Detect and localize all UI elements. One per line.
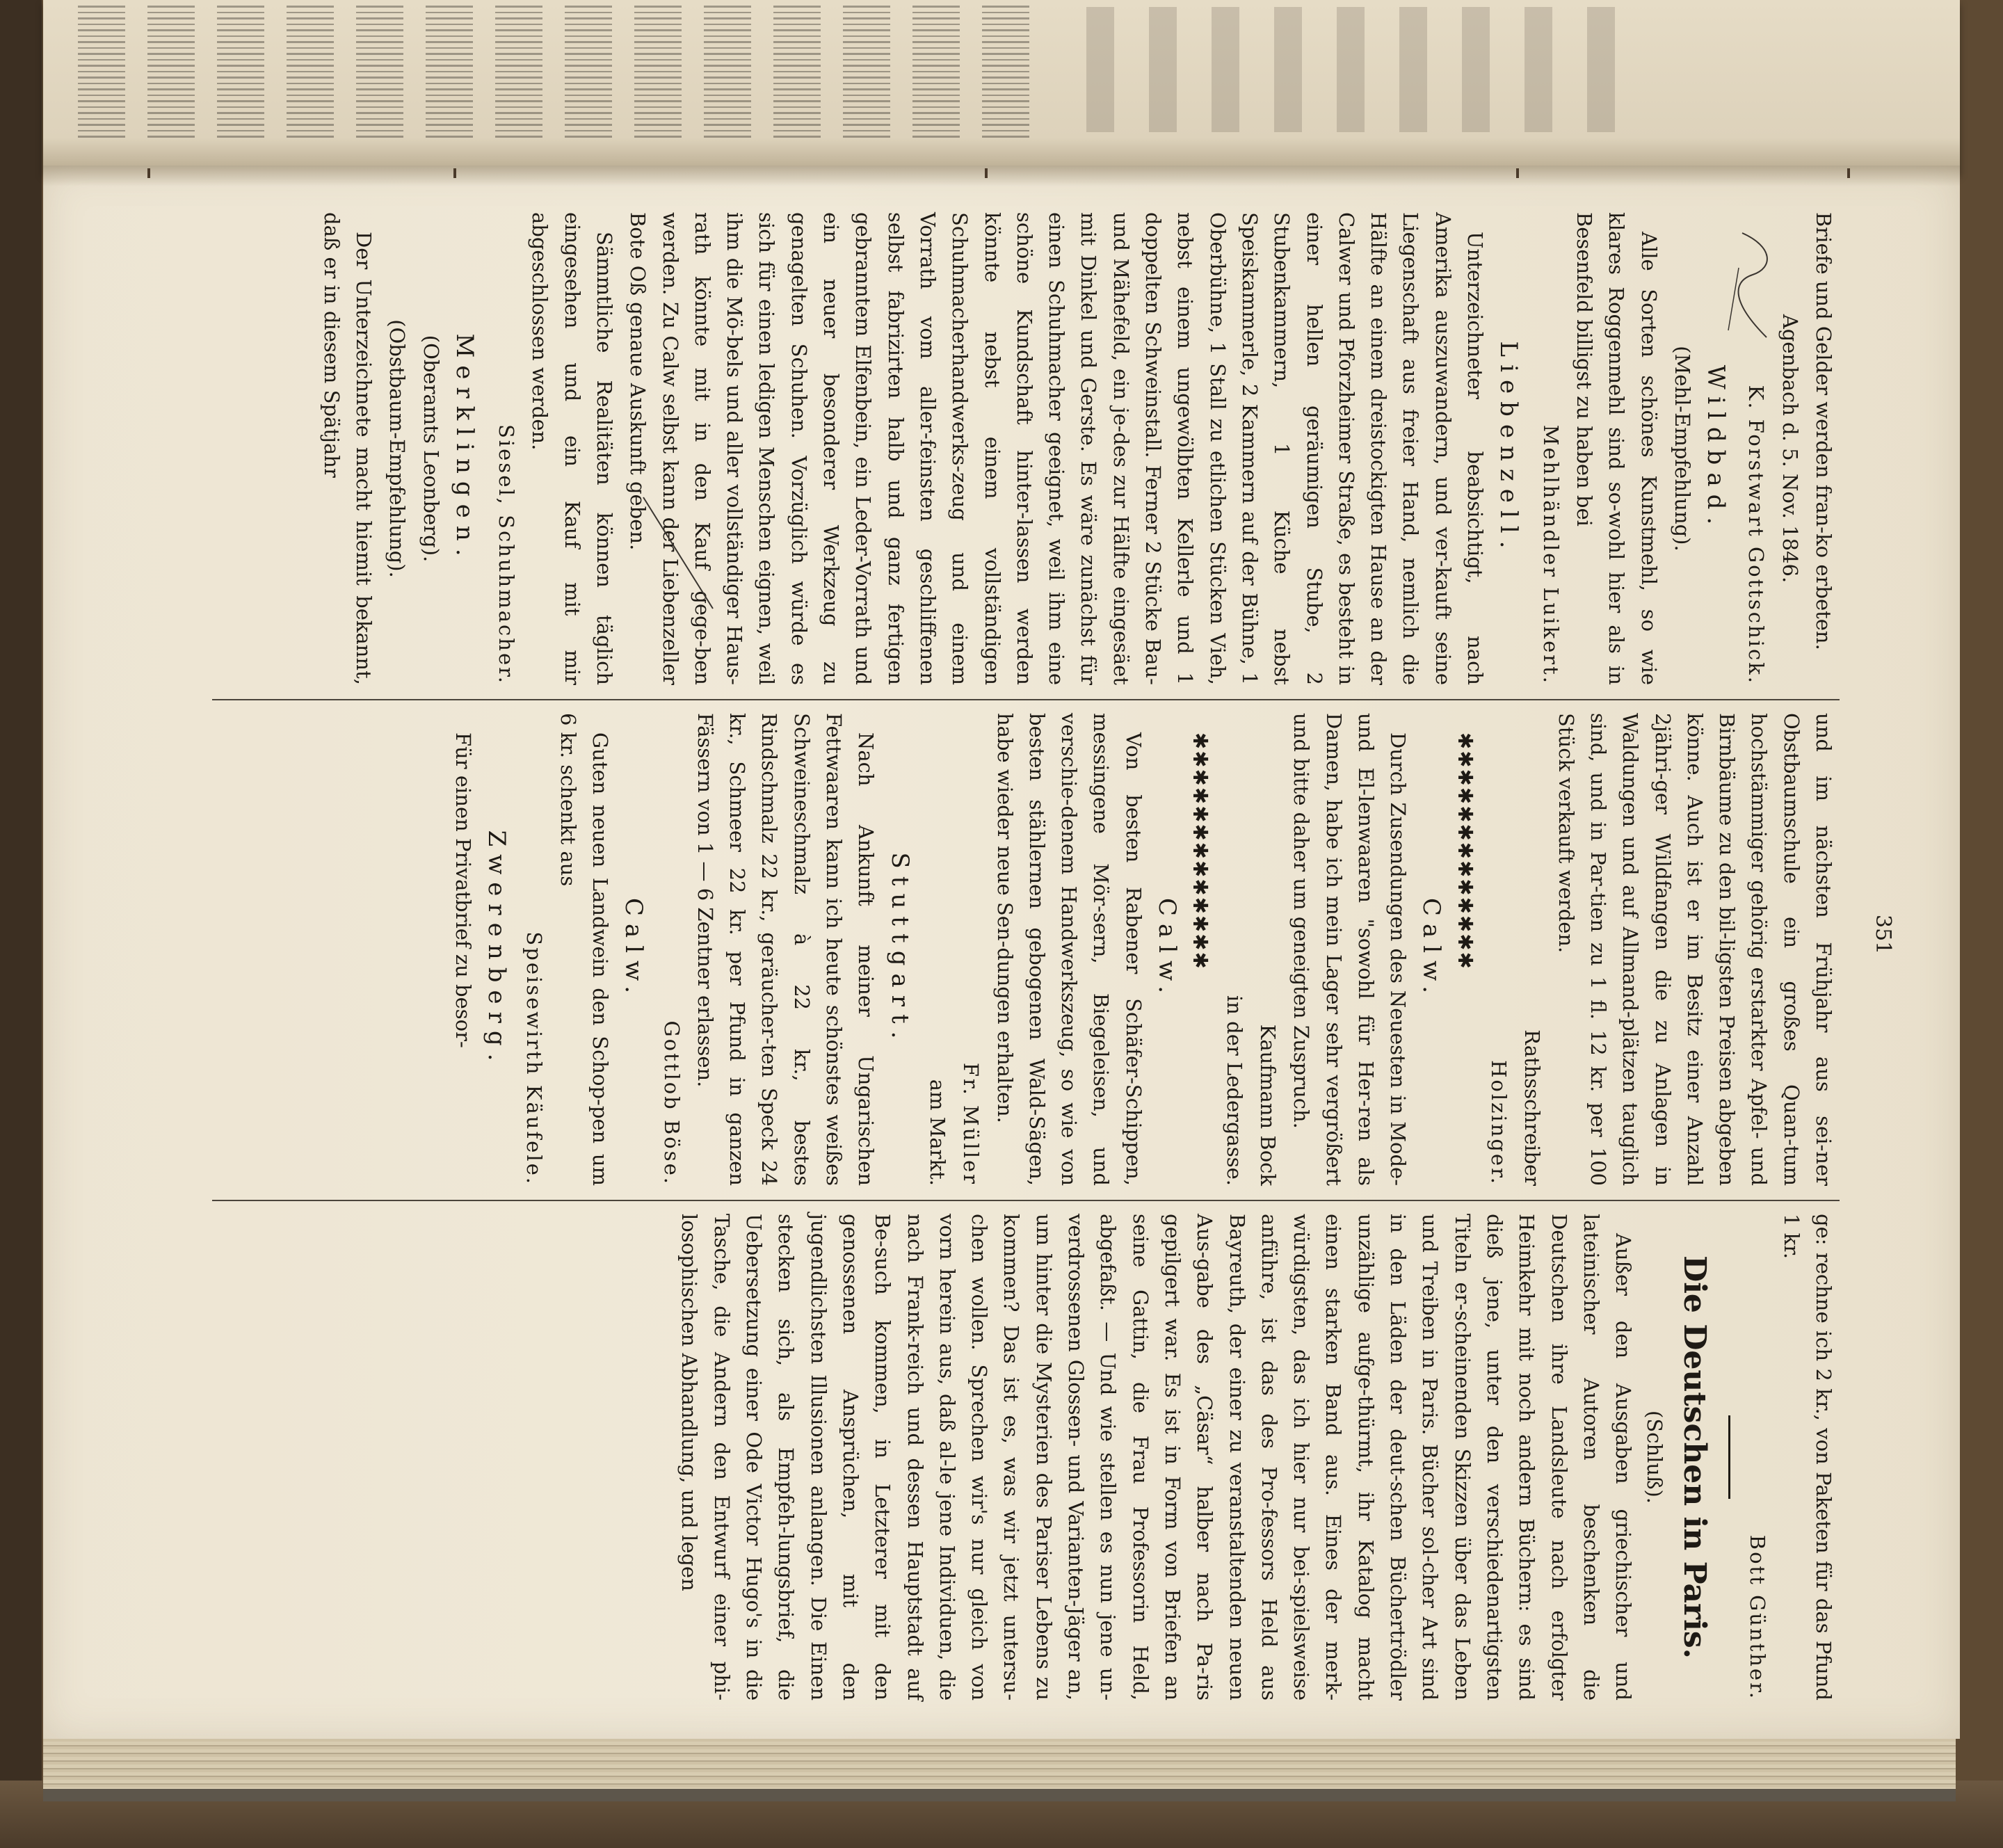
- faded-facing-text: [1086, 7, 1615, 132]
- ad-place: Liebenzell.: [1495, 341, 1523, 556]
- sig-title: Rathsschreiber: [1520, 1029, 1545, 1186]
- article-title: Die Deutschen in Paris.: [1677, 1255, 1713, 1659]
- signature: Holzinger.: [1487, 1060, 1511, 1186]
- section-rule: [1728, 1415, 1730, 1499]
- ad-text: Nach Ankunft meiner Ungarischen Fettwaaren kann ich heute schönstes weißes Schweineschmalz à 22 kr., bestes Rindschmalz 22 kr., geräucher-ten Speck 24 kr., Schmeer 22 kr. per Pfund in ganzen Fässern von 1 — 6 Zentner erlassen.: [693, 713, 878, 1186]
- pencil-stroke: [636, 490, 720, 616]
- ad-signature: Siesel, Schuhmacher.: [494, 424, 519, 685]
- article-subtitle: (Schluß).: [1643, 1411, 1667, 1504]
- ad-text: Unterzeichneter beabsichtigt, nach Amerika auszuwandern, und ver-kauft seine Liegenschaft aus freier Hand, nemlich die Hälfte an einem dreistockigten Hause an der Calwer und Pforzheimer Straße, es besteht in einer hellen geräumigen Stube, 2 Stubenkammern, 1 Küche nebst Speiskammerle, 2 Kammern auf der Bühne, 1 Oberbühne, 1 Stall zu etlichen Stücken Vieh, nebst einem ungewölbten Kellerle und 1 doppelten Schweinstall. Ferner 2 Stücke Bau- und Mähefeld, ein je-des zur Hälfte eingesäet mit Dinkel und Gerste. Es wäre zunächst für einen Schuhmacher geeignet, weil ihm eine schöne Kundschaft hinter-lassen werden könnte nebst einem vollständigen Schuhmacherhandwerks-zeug und einem Vorrath vom aller-feinsten geschliffenen selbst fabrizirten halb und ganz fertigen gebranntem Elfenbein, ein Leder-Vorrath und ein neuer besonderer Werkzeug zu genagelten Schuhen. Vorzüglich würde es sich für einen ledigen Menschen eignen, weil ihm die Mö-bels und aller vollständiger Haus-rath könnte mit in den Kauf gege-ben werden. Zu Calw selbst kann der Liebenzeller Bote Oß genaue Auskunft geben.: [626, 212, 1488, 685]
- ad-note: (Mehl-Empfehlung).: [1670, 346, 1694, 552]
- binding-stitch: [453, 168, 456, 178]
- ad-note: (Obstbaum-Empfehlung).: [385, 319, 410, 578]
- page-fold-shadow: [43, 166, 1960, 186]
- ad-place: Zwerenberg.: [483, 830, 511, 1069]
- ad-text: Guten neuen Landwein den Schop-pen um 6 kr. schenkt aus: [556, 713, 613, 1186]
- ad-place: Calw.: [620, 897, 648, 1002]
- binding-stitch: [985, 168, 988, 178]
- ad-signature: Speisewirth Käufele.: [522, 931, 547, 1186]
- column-divider: [212, 699, 1840, 700]
- lead-text: Briefe und Gelder werden fran-ko erbeten.: [1812, 212, 1835, 650]
- binding-stitch: [1847, 168, 1850, 178]
- facing-page-top: [43, 0, 1960, 172]
- ad-text: Sämmtliche Realitäten können täglich eingesehen und ein Kauf mit mir abgeschlossen werden.: [528, 212, 617, 685]
- ad-place: Stuttgart.: [885, 852, 914, 1047]
- ad-place: Merklingen.: [450, 333, 478, 564]
- signature: Bott Günther.: [1746, 1534, 1770, 1701]
- star-separator: ✱✱✱✱✱✱✱✱✱✱✱✱✱: [1453, 732, 1477, 970]
- ad-signature: am Markt.: [925, 1079, 949, 1186]
- date-line: Agenbach d. 5. Nov. 1846.: [1778, 314, 1802, 584]
- column-1: [314, 212, 1840, 685]
- ad-text: Der Unterzeichnete macht hiemit bekannt, daß er in diesem Spätjahr: [319, 212, 376, 685]
- ad-place: Calw.: [1153, 897, 1182, 1002]
- signature: K. Forstwart Gottschick.: [1744, 385, 1769, 685]
- ad-text: Alle Sorten schönes Kunstmehl, so wie klares Roggenmehl sind so-wohl hier als in Besenfeld billigst zu haben bei: [1572, 212, 1661, 685]
- ad-signature: Gottlob Böse.: [659, 1020, 684, 1186]
- binding-stitch: [147, 168, 150, 178]
- star-separator: ✱✱✱✱✱✱✱✱✱✱✱✱✱: [1189, 732, 1213, 970]
- ad-place: Wildbad.: [1702, 364, 1730, 533]
- ad-signature: Kaufmann Bock: [1255, 1024, 1280, 1186]
- ad-signature: in der Ledergasse.: [1222, 995, 1246, 1186]
- ad-text: Von besten Rabener Schäfer-Schippen, messingene Mör-sern, Biegeleisen, und verschie-denem Handwerkszeug, so wie von besten stählernen gebogenen Wald-Sägen, habe wieder neue Sen-dungen erhalten.: [992, 713, 1145, 1186]
- binding-stitch: [1516, 168, 1519, 178]
- ad-signature: Mehlhändler Luikert.: [1538, 424, 1563, 685]
- ad-note: (Oberamts Leonberg).: [419, 335, 443, 563]
- dark-background-left: [0, 0, 42, 1848]
- article-body: Außer den Ausgaben griechischer und lateinischer Autoren beschenken die Deutschen ihre Landsleute nach erfolgter Heimkehr mit noch andern Büchern: es sind dieß jene, unter den verschiedenartigsten Titeln er-scheinenden Skizzen über das Leben und Treiben in Paris. Bücher sol-cher Art sind in den Läden der deut-schen Büchertrödler unzählige aufge-thürmt, ihr Katalog macht einen starken Band aus. Eines der merk-würdigsten, das ich hier nur bei-spielsweise anführe, ist das des Pro-fessors Held aus Bayreuth, der einer zu veranstaltenden neuen Aus-gabe des „Cäsar“ halber nach Pa-ris gepilgert war. Es ist in Form von Briefen an seine Gattin, die Frau Professorin Held, abgefaßt. — Und wie stellen es nun jene un-verdrossenen Glossen- und Varianten-Jäger an, um hinter die Mysterien des Pariser Lebens zu kommen? Das ist es, was wir jetzt untersu-chen wollen. Sprechen wir's nur gleich von vorn herein aus, daß al-le jene Individuen, die nach Frank-reich und dessen Hauptstadt auf Be-such kommen, in Letzterer mit den genossenen Ansprüchen, mit den jugendlichsten Illusionen anlangen. Die Einen stecken sich, als Empfeh-lungsbrief, die Uebersetzung einer Ode Victor Hugo's in die Tasche, die Andern den Entwurf einer phi-losophischen Abhandlung, und legen: [677, 1214, 1636, 1701]
- column-2: [446, 713, 1840, 1186]
- facing-page-text: [71, 6, 1086, 141]
- text-top: ge: rechne ich 2 kr., von Paketen für das Pfund 1 kr.: [1779, 1214, 1835, 1701]
- ad-place: Calw.: [1417, 897, 1446, 1002]
- column-divider: [212, 1200, 1840, 1201]
- ad-text: Durch Zusendungen des Neuesten in Mode- und El-lenwaaren "sowohl für Her-ren als Damen, habe ich mein Lager sehr vergrößert und bitte daher um geneigten Zuspruch.: [1289, 713, 1410, 1186]
- pencil-annotation: [1718, 226, 1780, 344]
- printed-page-content: [163, 212, 1902, 1777]
- ad-text: Für einen Privatbrief zu besor-: [451, 732, 475, 1048]
- text-top: und im nächsten Frühjahr aus sei-ner Obstbaumschule ein großes Quan-tum hochstämmiger gehörig erstarkter Apfel- und Birnbäume zu den bil-ligsten Preisen abgeben könne. Auch ist er im Besitz einer Anzahl 2jähri-ger Wildfangen die zu Anlagen in Waldungen und auf Allmand-plätzen tauglich sind, und in Par-tien zu 1 fl. 12 kr. per 100 Stück verkauft werden.: [1554, 713, 1835, 1186]
- page-number: 351: [1871, 915, 1895, 955]
- column-3: [672, 1214, 1840, 1701]
- ad-signature: Fr. Müller: [959, 1062, 983, 1186]
